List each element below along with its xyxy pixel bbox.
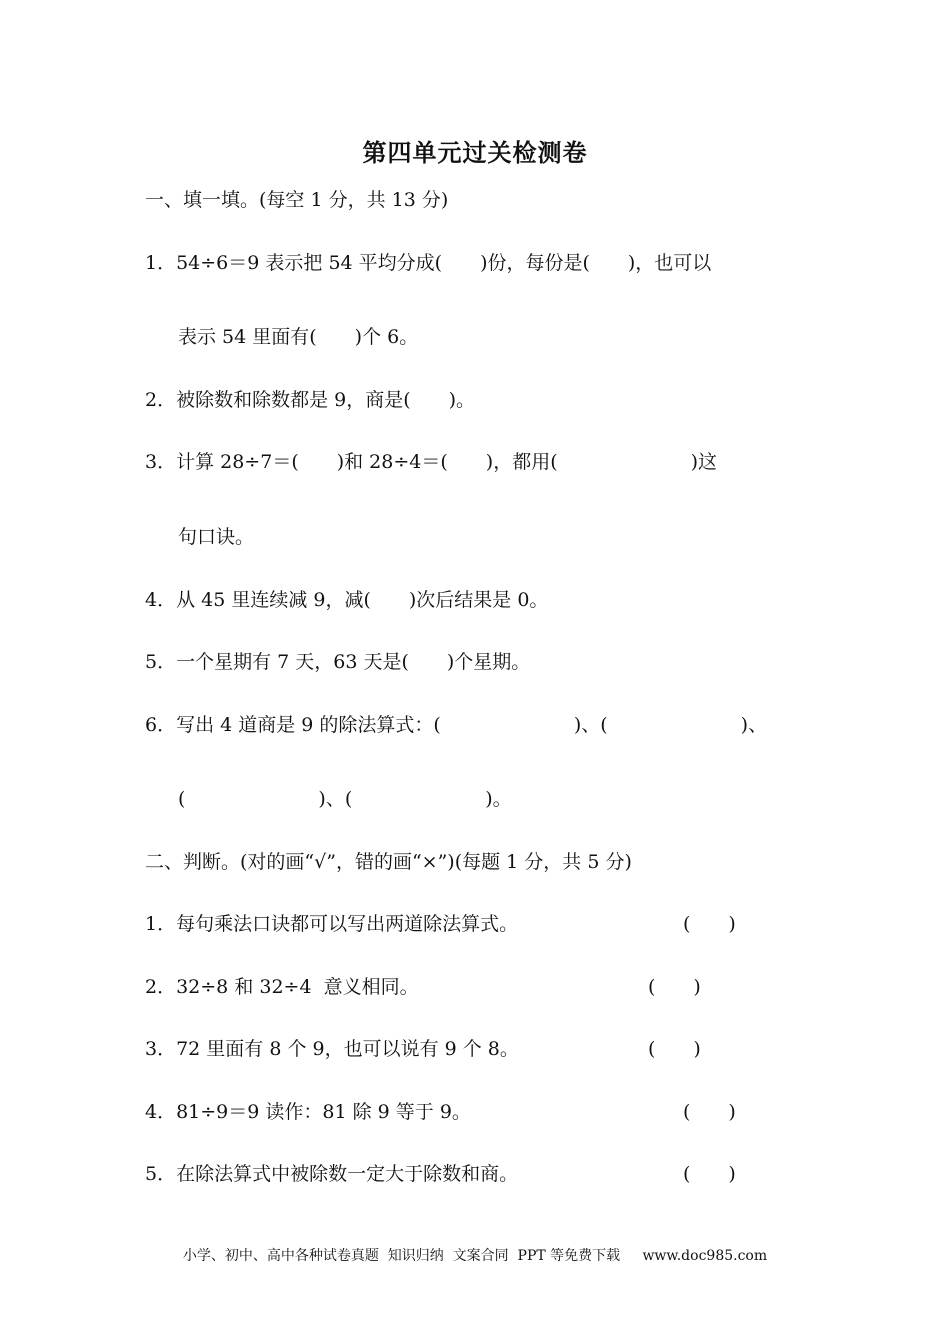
question-6-line2: ( )、( )。	[178, 788, 512, 810]
question-1-line2: 表示 54 里面有( )个 6。	[178, 326, 419, 348]
judge-item-4-answer-paren: ( )	[683, 1101, 736, 1123]
judge-item-2-answer-paren: ( )	[648, 976, 701, 998]
footer-note: 小学、初中、高中各种试卷真题 知识归纳 文案合同 PPT 等免费下载 www.doc985.com	[182, 1248, 768, 1264]
judge-item-5-answer-paren: ( )	[683, 1163, 736, 1185]
question-4: 4．从 45 里连续减 9，减( )次后结果是 0。	[145, 589, 549, 611]
page-title: 第四单元过关检测卷	[362, 139, 588, 167]
section2-heading: 二、判断。(对的画“√”，错的画“×”)(每题 1 分，共 5 分)	[145, 851, 632, 873]
question-3-line1: 3．计算 28÷7＝( )和 28÷4＝( )，都用( )这	[145, 451, 718, 473]
section1-heading: 一、填一填。(每空 1 分，共 13 分)	[145, 189, 449, 211]
question-5: 5．一个星期有 7 天，63 天是( )个星期。	[145, 651, 531, 673]
judge-item-3: 3．72 里面有 8 个 9，也可以说有 9 个 8。	[145, 1038, 519, 1060]
judge-item-5: 5．在除法算式中被除数一定大于除数和商。	[145, 1163, 519, 1185]
judge-item-2: 2．32÷8 和 32÷4 意义相同。	[145, 976, 419, 998]
judge-item-3-answer-paren: ( )	[648, 1038, 701, 1060]
question-6-line1: 6．写出 4 道商是 9 的除法算式：( )、( )、	[145, 714, 768, 736]
question-2: 2．被除数和除数都是 9，商是( )。	[145, 389, 476, 411]
judge-item-1-answer-paren: ( )	[683, 913, 736, 935]
question-1-line1: 1．54÷6＝9 表示把 54 平均分成( )份，每份是( )，也可以	[145, 252, 712, 274]
judge-item-1: 1．每句乘法口诀都可以写出两道除法算式。	[145, 913, 519, 935]
judge-item-4: 4．81÷9＝9 读作：81 除 9 等于 9。	[145, 1101, 471, 1123]
question-3-line2: 句口诀。	[178, 526, 255, 548]
